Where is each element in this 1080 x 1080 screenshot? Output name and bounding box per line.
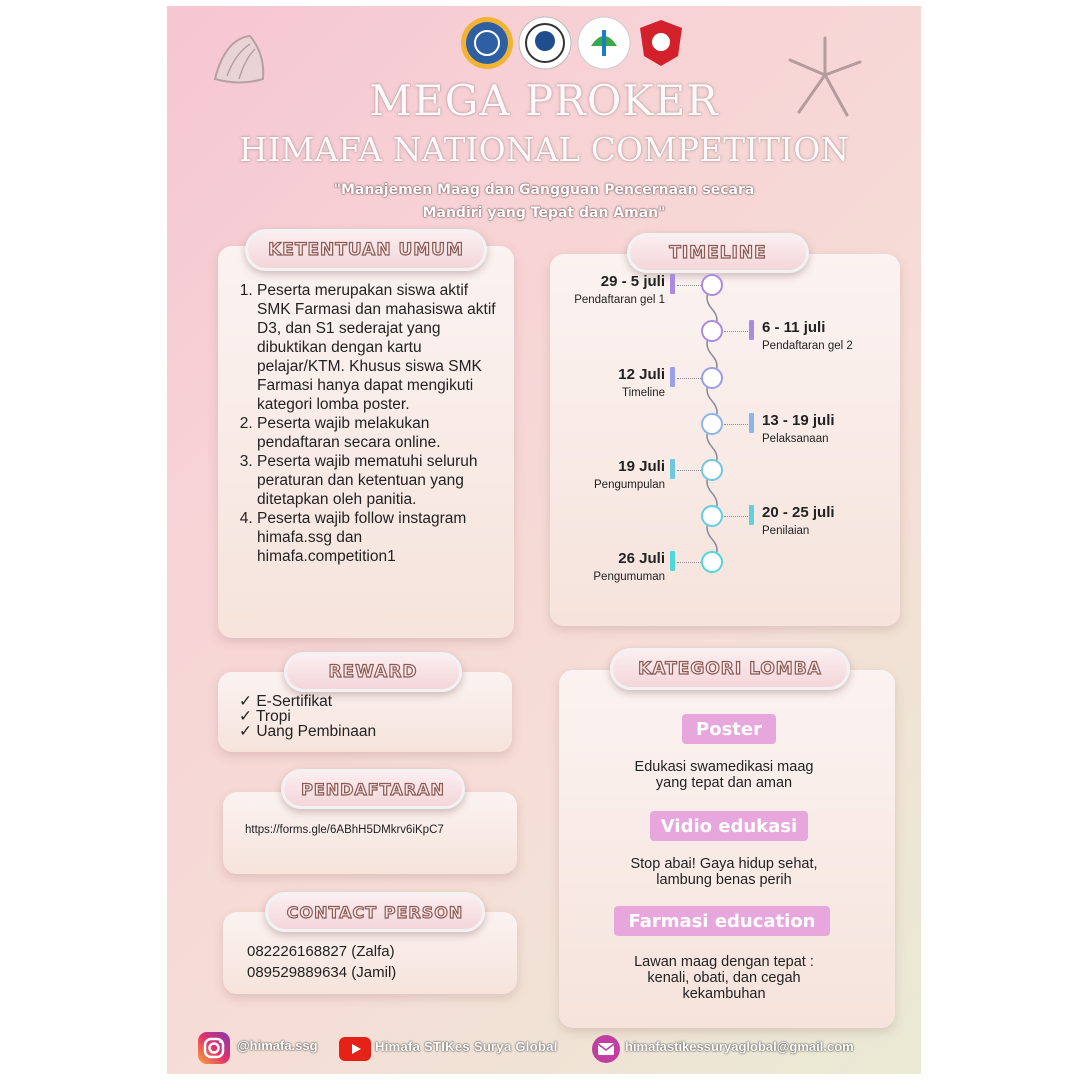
category-desc-line: lambung benas perih (656, 872, 792, 888)
timeline-date: 26 Juli (618, 550, 665, 567)
timeline-node (701, 505, 723, 527)
ketentuan-item: 4. Peserta wajib follow instagram himafa.ssg dan himafa.competition1 (257, 509, 505, 566)
timeline-marker (670, 551, 675, 571)
timeline-node (701, 413, 723, 435)
timeline-date: 29 - 5 juli (600, 273, 665, 290)
category-desc-line: kenali, obati, dan cegah (647, 970, 801, 986)
timeline-connector (724, 424, 748, 425)
pendaftaran-link[interactable]: https://forms.gle/6ABhH5DMkrv6iKpC7 (245, 824, 444, 836)
check-icon: ✓ (239, 693, 252, 710)
reward-item-label: E-Sertifikat (256, 693, 333, 710)
timeline-label: Pendaftaran gel 1 (574, 294, 665, 306)
theme-line-2: Mandiri yang Tepat dan Aman" (422, 205, 666, 221)
logo-row (460, 16, 690, 74)
timeline-date: 19 Juli (618, 458, 665, 475)
timeline-date: 13 - 19 juli (762, 412, 835, 429)
contact-item: 082226168827 (Zalfa) (247, 943, 395, 960)
timeline-node (701, 459, 723, 481)
youtube-channel[interactable]: Himafa STIKes Surya Global (375, 1039, 558, 1054)
category-desc-line: Lawan maag dengan tepat : (634, 954, 814, 970)
youtube-icon[interactable] (339, 1037, 371, 1061)
timeline-connector (677, 378, 701, 379)
reward-item-label: Tropi (256, 708, 291, 725)
contact-item: 089529889634 (Jamil) (247, 964, 397, 981)
ketentuan-item: 3. Peserta wajib mematuhi seluruh peraturan dan ketentuan yang ditetapkan oleh panitia. (257, 452, 505, 509)
timeline-connector (677, 470, 701, 471)
email-icon[interactable] (591, 1034, 621, 1064)
ketentuan-item: 1. Peserta merupakan siswa aktif SMK Farmasi dan mahasiswa aktif D3, dan S1 sederajat yang dibuktikan dengan kartu pelajar/KTM. Khusus siswa SMK Farmasi hanya dapat mengikuti kategori lomba poster. (257, 281, 505, 414)
category-poster-desc (559, 759, 889, 791)
category-desc-line: yang tepat dan aman (655, 775, 793, 791)
timeline-node (701, 367, 723, 389)
timeline-marker (670, 367, 675, 387)
timeline-connector (677, 285, 701, 286)
check-icon: ✓ (239, 708, 252, 725)
instagram-icon[interactable] (197, 1031, 231, 1065)
timeline-date: 12 Juli (618, 366, 665, 383)
reward-list (239, 694, 499, 739)
pharmacy-logo (577, 16, 631, 70)
timeline-marker (749, 320, 754, 340)
university-seal-logo (460, 16, 514, 70)
timeline-connector (724, 331, 748, 332)
kategori-list (559, 670, 889, 1020)
timeline-label: Pengumuman (593, 571, 665, 583)
timeline-marker (670, 459, 675, 479)
email-address[interactable]: himafastikessuryaglobal@gmail.com (625, 1039, 854, 1054)
category-education-title: Farmasi education (614, 906, 830, 936)
reward-item (239, 694, 499, 709)
timeline-connector (677, 562, 701, 563)
red-shield-logo (636, 18, 686, 68)
ketentuan-list (235, 281, 505, 566)
timeline-label: Pendaftaran gel 2 (762, 340, 853, 352)
contact-heading: CONTACT PERSON (265, 892, 485, 932)
category-poster-title: Poster (682, 714, 776, 744)
timeline-heading: TIMELINE (627, 233, 809, 273)
timeline-marker (749, 505, 754, 525)
timeline-connector (724, 516, 748, 517)
reward-item-label: Uang Pembinaan (256, 723, 377, 740)
timeline-node (701, 274, 723, 296)
ketentuan-heading: KETENTUAN UMUM (245, 229, 487, 271)
timeline-marker (749, 413, 754, 433)
check-icon: ✓ (239, 723, 252, 740)
poster (167, 6, 921, 1074)
category-video-title: Vidio edukasi (650, 811, 808, 841)
timeline-label: Timeline (621, 387, 665, 399)
timeline-node (701, 320, 723, 342)
timeline-label: Pengumpulan (594, 479, 665, 491)
reward-heading: REWARD (284, 652, 462, 692)
category-desc-line: Stop abai! Gaya hidup sehat, (630, 856, 818, 872)
timeline-date: 6 - 11 juli (762, 319, 826, 336)
category-education-desc (559, 954, 889, 1002)
poster-title: MEGA PROKER (369, 76, 719, 125)
category-video-desc (559, 856, 889, 888)
reward-item (239, 709, 499, 724)
timeline-label: Pelaksanaan (762, 433, 829, 445)
timeline-marker (670, 274, 675, 294)
category-desc-line: kekambuhan (682, 986, 766, 1002)
pendaftaran-heading: PENDAFTARAN (281, 769, 465, 809)
timeline-date: 20 - 25 juli (762, 504, 835, 521)
contact-list (247, 941, 396, 983)
timeline-node (701, 551, 723, 573)
theme-text (167, 179, 921, 225)
category-desc-line: Edukasi swamedikasi maag (634, 759, 814, 775)
reward-item (239, 724, 499, 739)
poster-subtitle: HIMAFA NATIONAL COMPETITION (238, 130, 850, 169)
stikes-surya-global-seal-logo (518, 16, 572, 70)
theme-line-1: "Manajemen Maag dan Gangguan Pencernaan secara (333, 182, 755, 198)
instagram-handle[interactable]: @himafa.ssg (237, 1038, 318, 1053)
timeline-label: Penilaian (762, 525, 810, 537)
kategori-heading: KATEGORI LOMBA (610, 648, 850, 690)
ketentuan-item: 2. Peserta wajib melakukan pendaftaran secara online. (257, 414, 505, 452)
